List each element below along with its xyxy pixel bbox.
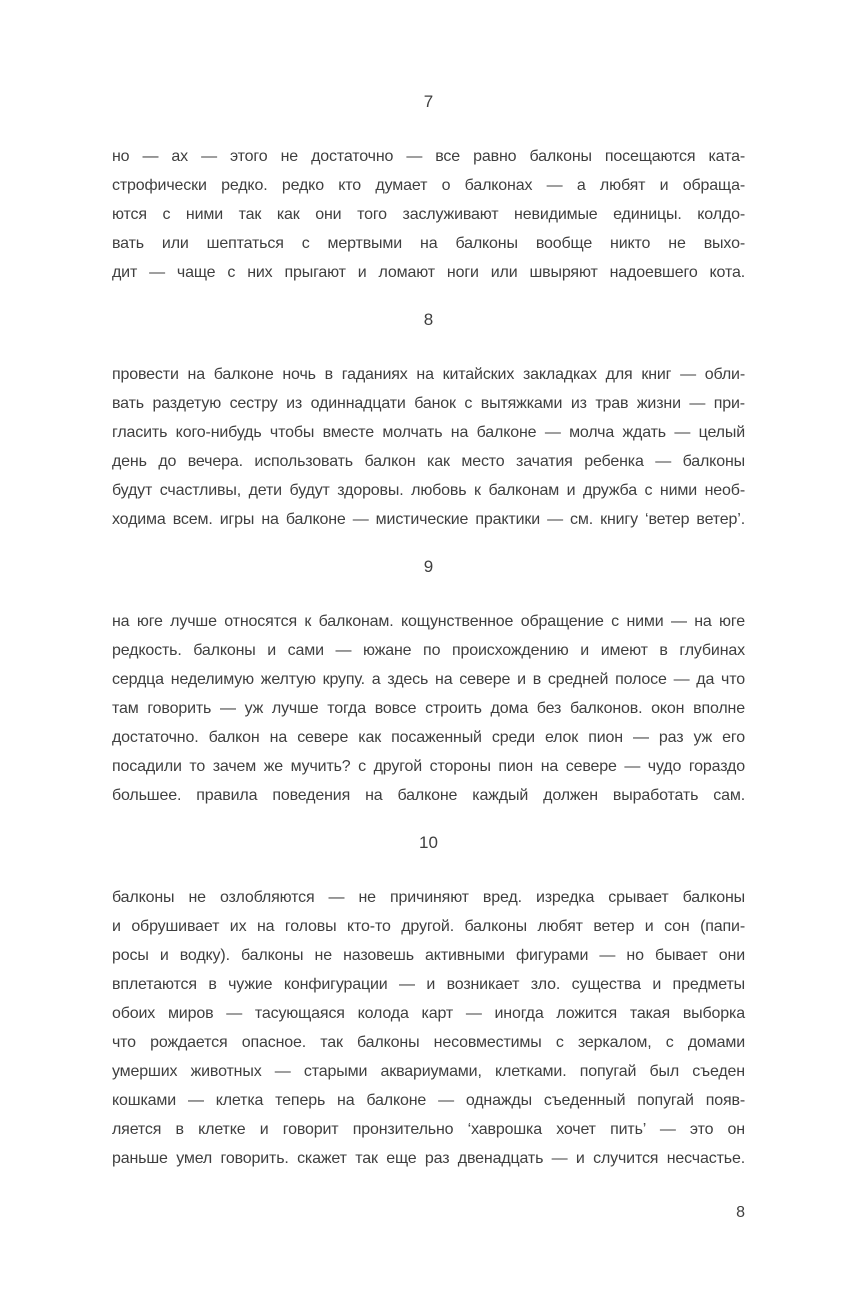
text-line: что рождается опасное. так балконы несовместимы с зеркалом, с домами bbox=[112, 1034, 745, 1051]
section-paragraph bbox=[112, 142, 745, 287]
text-line: день до вечера. использовать балкон как место зачатия ребенка — балконы bbox=[112, 453, 745, 470]
page-number: 8 bbox=[736, 1204, 745, 1221]
section-paragraph bbox=[112, 883, 745, 1173]
text-line: росы и водку). балконы не назовешь активными фигурами — но бывает они bbox=[112, 947, 745, 964]
text-line: ляется в клетке и говорит пронзительно ‘хаврошка хочет пить’ — это он bbox=[112, 1121, 745, 1138]
text-line: вать или шептаться с мертвыми на балконы вообще никто не выхо- bbox=[112, 235, 745, 252]
text-line: обоих миров — тасующаяся колода карт — иногда ложится такая выборка bbox=[112, 1005, 745, 1022]
text-section bbox=[112, 552, 745, 810]
text-line: гласить кого-нибудь чтобы вместе молчать на балконе — молча ждать — целый bbox=[112, 424, 745, 441]
text-line: будут счастливы, дети будут здоровы. любовь к балконам и дружба с ними необ- bbox=[112, 482, 745, 499]
text-line: провести на балконе ночь в гаданиях на китайских закладках для книг — обли- bbox=[112, 366, 745, 383]
sections-container bbox=[112, 87, 745, 1173]
text-section bbox=[112, 828, 745, 1173]
section-paragraph bbox=[112, 360, 745, 534]
text-line: строфически редко. редко кто думает о балконах — а любят и обраща- bbox=[112, 177, 745, 194]
text-line: там говорить — уж лучше тогда вовсе строить дома без балконов. окон вполне bbox=[112, 700, 745, 717]
text-line: раньше умел говорить. скажет так еще раз двенадцать — и случится несчастье. bbox=[112, 1150, 745, 1167]
text-line: вать раздетую сестру из одиннадцати банок с вытяжками из трав жизни — при- bbox=[112, 395, 745, 412]
text-line: редкость. балконы и сами — южане по происхождению и имеют в глубинах bbox=[112, 642, 745, 659]
text-line: дит — чаще с них прыгают и ломают ноги или швыряют надоевшего кота. bbox=[112, 264, 745, 281]
text-line: кошками — клетка теперь на балконе — однажды съеденный попугай появ- bbox=[112, 1092, 745, 1109]
section-number: 7 bbox=[423, 92, 434, 111]
section-number: 8 bbox=[423, 310, 434, 329]
text-line: вплетаются в чужие конфигурации — и возникает зло. существа и предметы bbox=[112, 976, 745, 993]
text-line: сердца неделимую желтую крупу. а здесь на севере и в средней полосе — да что bbox=[112, 671, 745, 688]
text-line: ются с ними так как они того заслуживают невидимые единицы. колдо- bbox=[112, 206, 745, 223]
text-line: ходима всем. игры на балконе — мистические практики — см. книгу ‘ветер ветер’. bbox=[112, 511, 745, 528]
text-line: большее. правила поведения на балконе каждый должен выработать сам. bbox=[112, 787, 745, 804]
text-line: умерших животных — старыми аквариумами, клетками. попугай был съеден bbox=[112, 1063, 745, 1080]
text-section bbox=[112, 87, 745, 287]
text-line: посадили то зачем же мучить? с другой стороны пион на севере — чудо гораздо bbox=[112, 758, 745, 775]
section-number: 9 bbox=[423, 557, 434, 576]
text-line: на юге лучше относятся к балконам. кощунственное обращение с ними — на юге bbox=[112, 613, 745, 630]
text-line: балконы не озлобляются — не причиняют вред. изредка срывает балконы bbox=[112, 889, 745, 906]
section-paragraph bbox=[112, 607, 745, 810]
text-line: и обрушивает их на головы кто-то другой. балконы любят ветер и сон (папи- bbox=[112, 918, 745, 935]
text-section bbox=[112, 305, 745, 534]
text-line: достаточно. балкон на севере как посаженный среди елок пион — раз уж его bbox=[112, 729, 745, 746]
section-number: 10 bbox=[419, 833, 438, 852]
text-line: но — ах — этого не достаточно — все равно балконы посещаются ката- bbox=[112, 148, 745, 165]
